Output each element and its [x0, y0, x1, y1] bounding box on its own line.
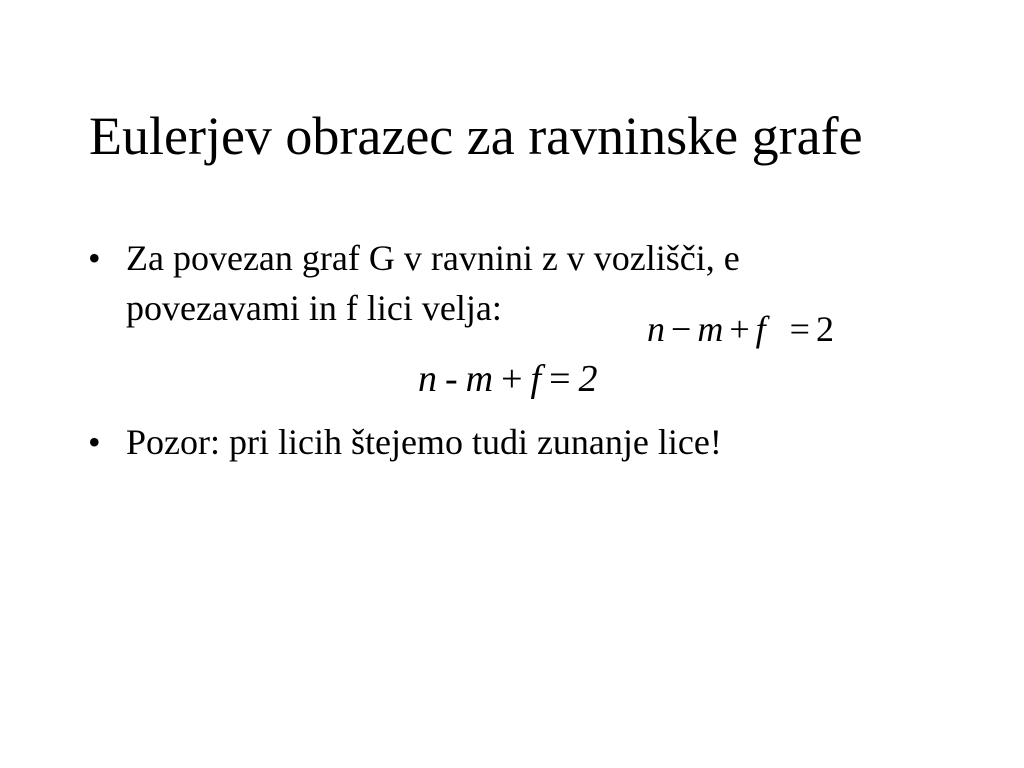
- eq-var-f: f: [755, 309, 766, 349]
- eq-two: 2: [815, 309, 834, 349]
- bullet-marker: •: [88, 238, 101, 278]
- bullet-marker: •: [88, 422, 101, 462]
- eq-text-equals: =: [549, 358, 571, 400]
- eq-var-m: m: [697, 309, 724, 349]
- slide-title: Eulerjev obrazec za ravninske grafe: [89, 106, 863, 166]
- eq-text-plus: +: [501, 358, 523, 400]
- eq-text-two: 2: [578, 358, 598, 400]
- eq-var-n: n: [647, 309, 665, 349]
- eq-text-m: m: [465, 358, 494, 400]
- eq-text-minus: -: [445, 358, 458, 400]
- bullet-line: povezavami in f lici velja:: [126, 288, 502, 328]
- bullet-text: [126, 417, 722, 467]
- eq-text-n: n: [418, 358, 437, 400]
- eq-equals: =: [789, 309, 810, 349]
- equation-text: [418, 355, 598, 403]
- eq-plus: +: [729, 309, 750, 349]
- bullet-line: Za povezan graf G v ravnini z v vozlišči, e: [126, 238, 740, 278]
- equation-image: [647, 307, 834, 351]
- eq-text-f: f: [530, 358, 542, 400]
- eq-minus: −: [671, 309, 692, 349]
- bullet-line: Pozor: pri licih štejemo tudi zunanje lice!: [126, 422, 722, 462]
